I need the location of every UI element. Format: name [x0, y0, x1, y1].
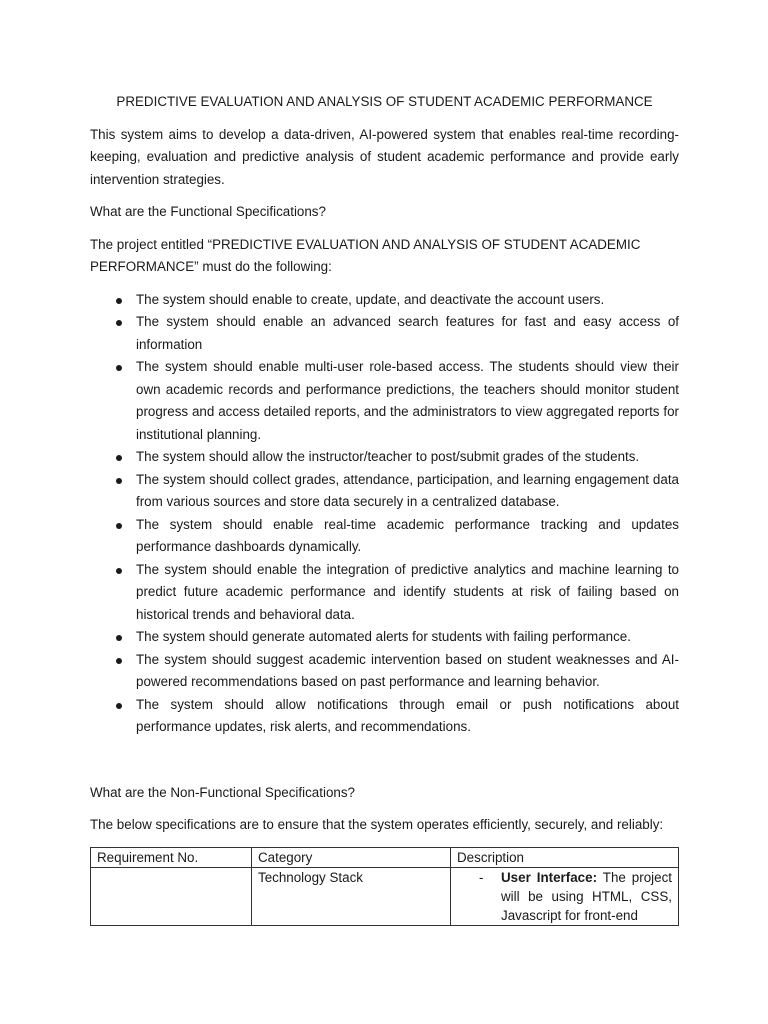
nonfunctional-specs-heading: What are the Non-Functional Specifications? — [90, 784, 355, 800]
cell-requirement-no — [91, 867, 252, 925]
bullet-icon — [116, 478, 122, 484]
bullet-icon — [116, 455, 122, 461]
document-title: PREDICTIVE EVALUATION AND ANALYSIS OF STUDENT ACADEMIC PERFORMANCE — [116, 94, 653, 109]
list-item — [90, 446, 679, 469]
functional-specs-heading: What are the Functional Specifications? — [90, 204, 326, 219]
bullet-icon — [116, 523, 122, 529]
bullet-icon — [116, 365, 122, 371]
bullet-icon — [116, 658, 122, 664]
intro-paragraph: This system aims to develop a data-driven, AI-powered system that enables real-time recording-keeping, evaluation and predictive analysis of student academic performance and provide early intervention strategies. — [90, 126, 679, 187]
list-item-text: The system should allow the instructor/teacher to post/submit grades of the students. — [136, 449, 640, 464]
bullet-icon — [116, 320, 122, 326]
list-item-text: The system should generate automated alerts for students with failing performance. — [136, 629, 631, 644]
bullet-icon — [116, 703, 122, 709]
dash-marker: - — [479, 869, 484, 885]
list-item-text: The system should collect grades, attendance, participation, and learning engagement data from various sources and store data securely in a centralized database. — [136, 471, 679, 509]
document-body — [90, 91, 679, 926]
nonfunctional-specs-table — [90, 847, 679, 926]
list-item-text: The system should enable real-time academic performance tracking and updates performance dashboards dynamically. — [136, 516, 679, 554]
list-item — [90, 694, 679, 739]
functional-specs-list — [90, 289, 679, 739]
list-item-text: The system should enable the integration of predictive analytics and machine learning to predict future academic performance and identify students at risk of failing based on historical trends and behavioral data. — [136, 561, 679, 622]
list-item — [90, 356, 679, 446]
nonfunctional-specs-lead: The below specifications are to ensure that the system operates efficiently, securely, and reliably: — [90, 817, 664, 832]
header-description: Description — [451, 847, 679, 867]
list-item — [90, 649, 679, 694]
description-item — [457, 868, 672, 925]
description-label: User Interface: — [501, 869, 598, 885]
list-item — [90, 514, 679, 559]
cell-category: Technology Stack — [252, 867, 451, 925]
list-item-text: The system should enable to create, update, and deactivate the account users. — [136, 291, 605, 307]
list-item-text: The system should enable multi-user role-based access. The students should view their own academic records and performance predictions, the teachers should monitor student progress and access detailed reports, and the administrators to view aggregated reports for institutional planning. — [136, 359, 679, 442]
list-item — [90, 289, 679, 312]
header-category: Category — [252, 847, 451, 867]
list-item-text: The system should enable an advanced search features for fast and easy access of information — [136, 314, 679, 352]
section-spacer — [90, 739, 679, 782]
bullet-icon — [116, 298, 122, 304]
list-item — [90, 469, 679, 514]
list-item — [90, 311, 679, 356]
bullet-icon — [116, 635, 122, 641]
header-requirement-no: Requirement No. — [91, 847, 252, 867]
list-item-text: The system should allow notifications through email or push notifications about performance updates, risk alerts, and recommendations. — [136, 696, 679, 734]
list-item — [90, 626, 679, 649]
table-row — [91, 867, 679, 925]
bullet-icon — [116, 568, 122, 574]
description-text: The project will be using HTML, CSS, Javascript for front-end — [501, 869, 672, 923]
functional-specs-lead: The project entitled “PREDICTIVE EVALUATION AND ANALYSIS OF STUDENT ACADEMIC PERFORMANCE” must do the following: — [90, 236, 641, 274]
list-item — [90, 559, 679, 627]
list-item-text: The system should suggest academic intervention based on student weaknesses and AI-powered recommendations based on past performance and learning behavior. — [136, 651, 679, 689]
table-header-row — [91, 847, 679, 867]
cell-description — [451, 867, 679, 925]
